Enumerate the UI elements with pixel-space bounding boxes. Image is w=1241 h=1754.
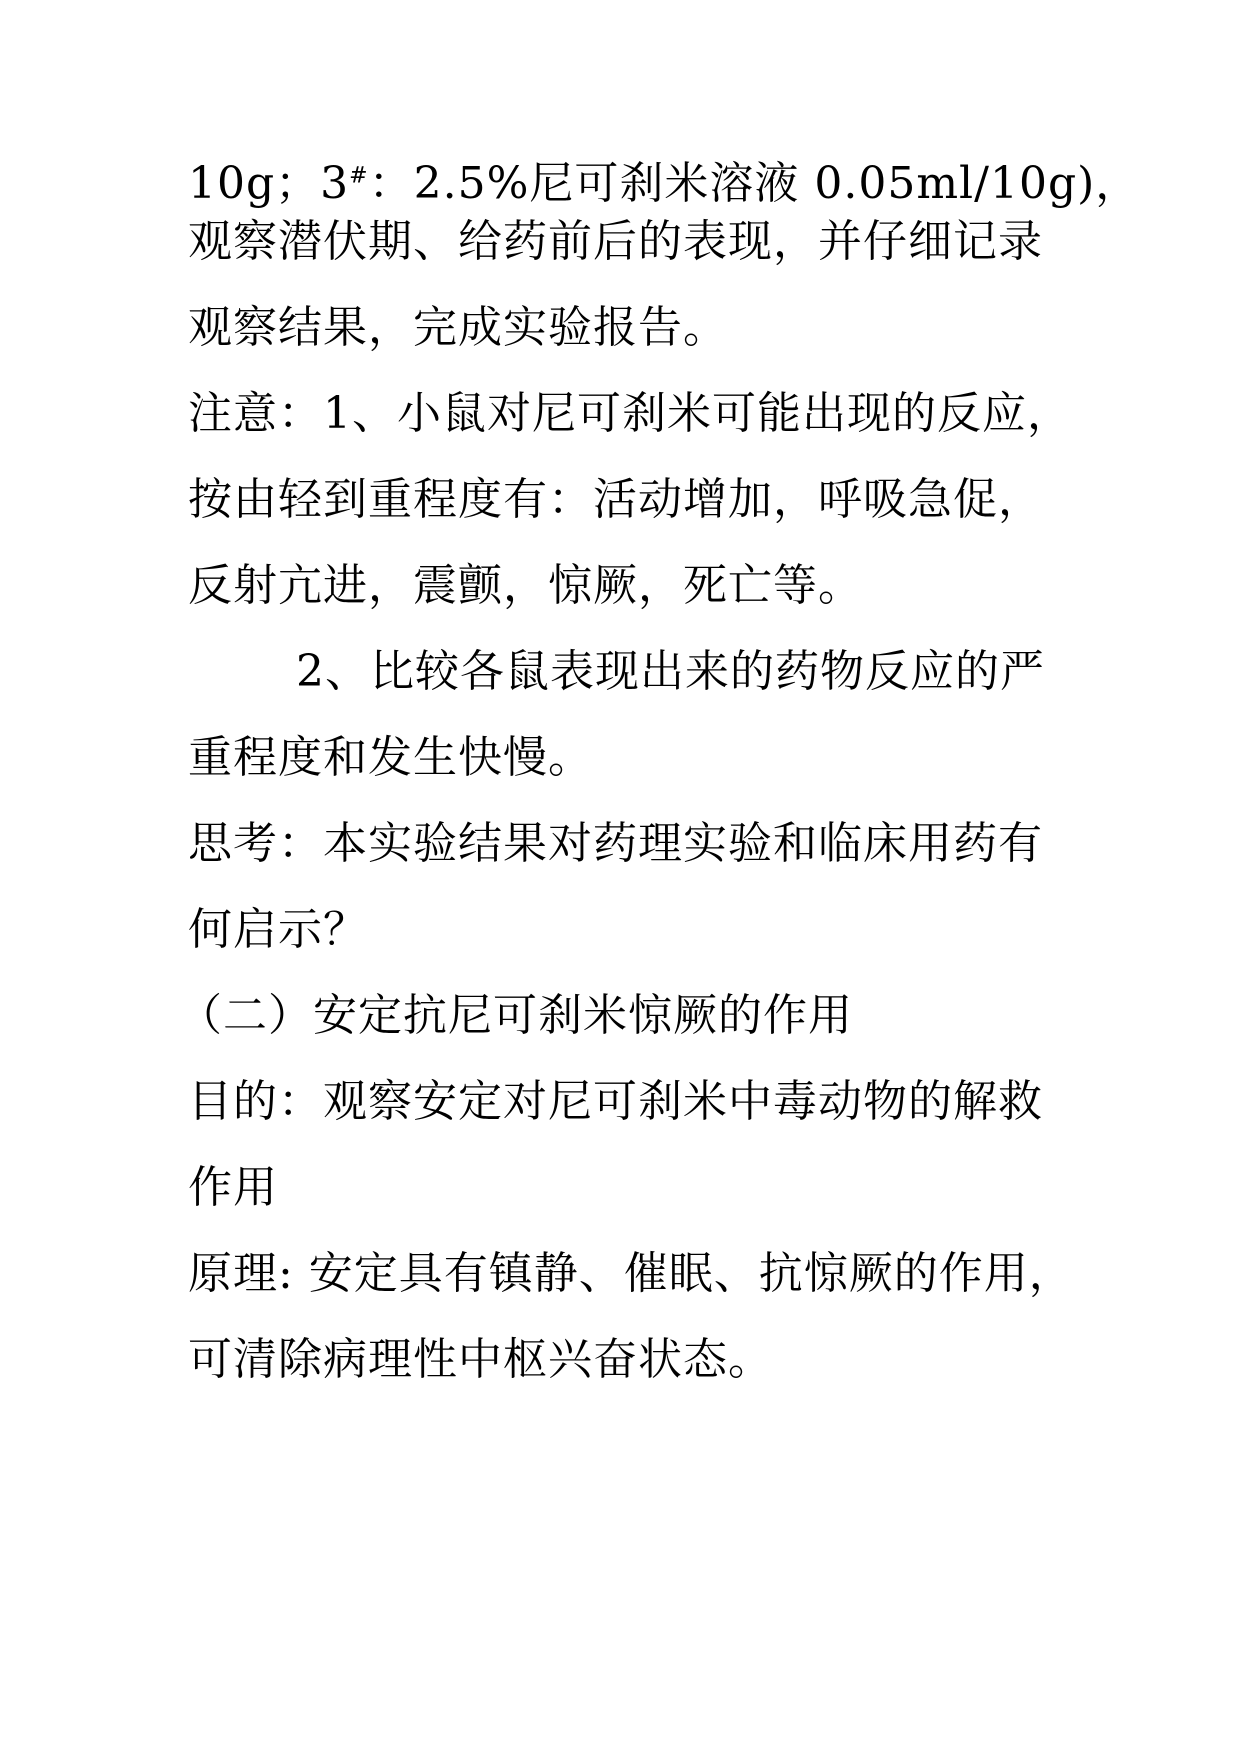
note-line: 重程度和发生快慢。	[188, 732, 593, 783]
paragraph-line	[188, 156, 1140, 212]
question-line: 思考：本实验结果对药理实验和临床用药有	[188, 818, 1043, 869]
note-line: 反射亢进，震颤，惊厥，死亡等。	[188, 560, 863, 611]
paragraph-line: 观察潜伏期、给药前后的表现，并仔细记录	[188, 216, 1043, 267]
line-text-part: ：2.5%尼可刹米溶液 0.05ml/10g)，	[368, 158, 1141, 209]
line-text-part: 10g；3	[188, 158, 350, 209]
purpose-line: 目的：观察安定对尼可刹米中毒动物的解救	[188, 1076, 1043, 1127]
superscript-mark: #	[349, 163, 369, 189]
principle-line: 可清除病理性中枢兴奋状态。	[188, 1334, 773, 1385]
note-line: 按由轻到重程度有：活动增加，呼吸急促，	[188, 474, 1043, 525]
question-line: 何启示？	[188, 904, 368, 955]
section-heading: （二）安定抗尼可刹米惊厥的作用	[178, 990, 853, 1041]
note-line: 注意：1、小鼠对尼可刹米可能出现的反应，	[188, 388, 1072, 439]
principle-line: 原理: 安定具有镇静、催眠、抗惊厥的作用，	[188, 1248, 1074, 1299]
note-line-indented: 2、比较各鼠表现出来的药物反应的严	[296, 646, 1045, 697]
purpose-line: 作用	[188, 1162, 278, 1213]
paragraph-line: 观察结果，完成实验报告。	[188, 302, 728, 353]
